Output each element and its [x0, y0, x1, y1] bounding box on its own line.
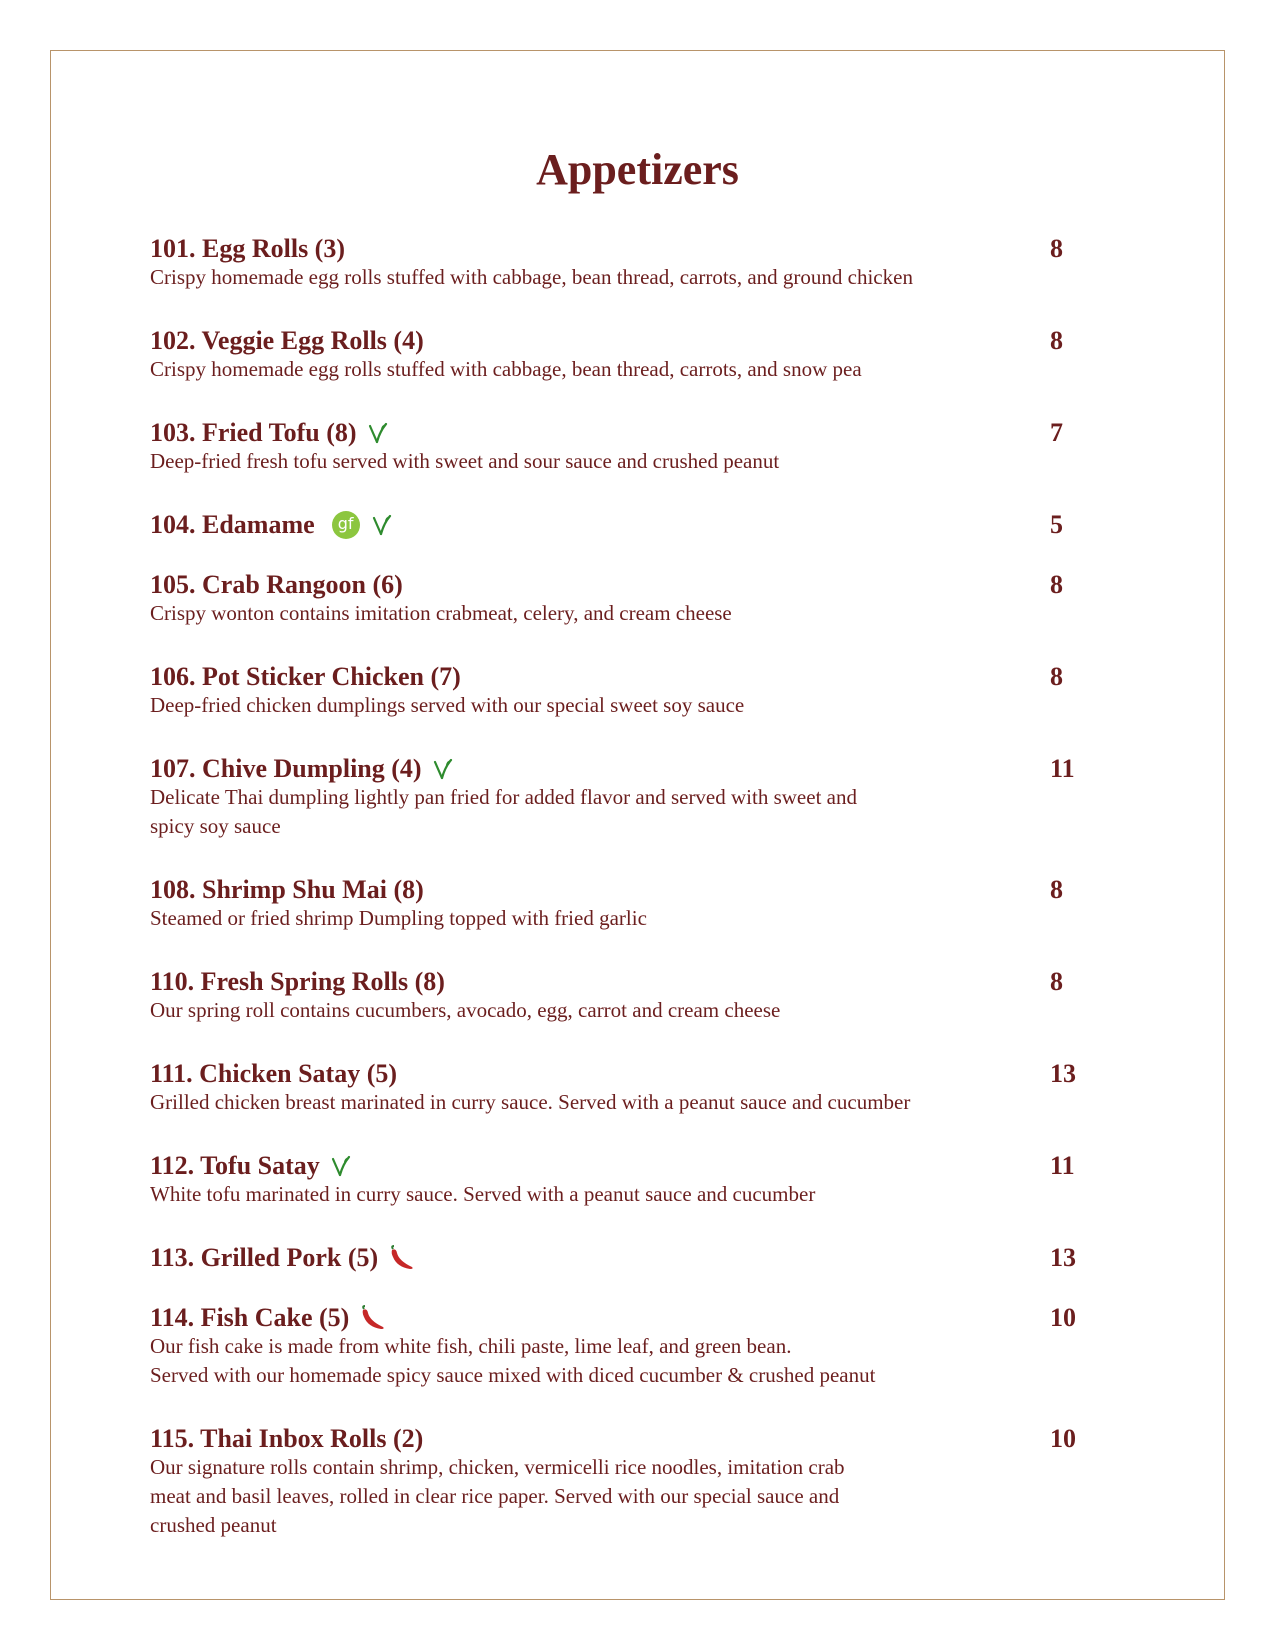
menu-item-header — [150, 660, 1080, 694]
menu-item-price: 11 — [1050, 1151, 1075, 1180]
menu-item — [150, 324, 1080, 384]
menu-item-description: Crispy wonton contains imitation crabmeat, celery, and cream cheese — [150, 601, 732, 625]
menu-item-description: Crispy homemade egg rolls stuffed with cabbage, bean thread, carrots, and ground chicken — [150, 265, 913, 289]
menu-item-description: Delicate Thai dumpling lightly pan fried for added flavor and served with sweet and spicy soy sauce — [150, 785, 857, 838]
menu-item — [150, 568, 1080, 628]
menu-item-name: 108. Shrimp Shu Mai (8) — [150, 875, 424, 904]
menu-item-description: Our signature rolls contain shrimp, chicken, vermicelli rice noodles, imitation crab meat and basil leaves, rolled in clear rice paper. Served with our special sauce and crushed peanut — [150, 1455, 845, 1537]
menu-item-name: 111. Chicken Satay (5) — [150, 1059, 398, 1088]
menu-item — [150, 660, 1080, 720]
menu-item — [150, 1149, 1080, 1209]
menu-item-price: 10 — [1050, 1424, 1076, 1453]
menu-item-name: 101. Egg Rolls (3) — [150, 234, 345, 263]
menu-item-header — [150, 1301, 1080, 1335]
vegetarian-icon — [371, 513, 393, 537]
menu-item-name: 102. Veggie Egg Rolls (4) — [150, 326, 424, 355]
vegetarian-icon — [330, 1154, 352, 1178]
menu-item-price: 8 — [1050, 570, 1063, 599]
menu-item-name: 114. Fish Cake (5) — [150, 1303, 350, 1332]
menu-item — [150, 965, 1080, 1025]
menu-item-header — [150, 324, 1080, 358]
menu-list — [150, 232, 1080, 1572]
menu-item-header — [150, 1057, 1080, 1091]
menu-item-header — [150, 1149, 1080, 1183]
page-title: Appetizers — [536, 145, 739, 194]
menu-item-header — [150, 508, 1080, 542]
menu-item — [150, 873, 1080, 933]
menu-item-price: 11 — [1050, 754, 1075, 783]
chili-pepper-icon — [388, 1245, 416, 1271]
menu-item-price: 10 — [1050, 1303, 1076, 1332]
menu-item-price: 8 — [1050, 875, 1063, 904]
menu-item-description: Our fish cake is made from white fish, chili paste, lime leaf, and green bean. Served with our homemade spicy sauce mixed with diced cucumber & crushed peanut — [150, 1334, 876, 1387]
menu-item-price: 8 — [1050, 234, 1063, 263]
menu-item — [150, 1241, 1080, 1275]
menu-item-header — [150, 873, 1080, 907]
menu-item — [150, 1422, 1080, 1540]
chili-pepper-icon — [359, 1305, 387, 1331]
menu-item-price: 5 — [1050, 510, 1063, 539]
menu-item-price: 8 — [1050, 967, 1063, 996]
menu-item-name: 112. Tofu Satay — [150, 1151, 320, 1180]
menu-item-header — [150, 752, 1080, 786]
vegetarian-icon — [432, 757, 454, 781]
menu-item-description: Our spring roll contains cucumbers, avocado, egg, carrot and cream cheese — [150, 998, 781, 1022]
menu-item — [150, 232, 1080, 292]
menu-item-description: Crispy homemade egg rolls stuffed with cabbage, bean thread, carrots, and snow pea — [150, 357, 862, 381]
menu-item-header — [150, 1241, 1080, 1275]
menu-item-description: Deep-fried fresh tofu served with sweet and sour sauce and crushed peanut — [150, 449, 780, 473]
menu-item — [150, 508, 1080, 542]
menu-item-price: 13 — [1050, 1059, 1076, 1088]
menu-item-name: 103. Fried Tofu (8) — [150, 418, 357, 447]
menu-item-header — [150, 416, 1080, 450]
menu-item-price: 8 — [1050, 662, 1063, 691]
gluten-free-icon — [331, 510, 361, 540]
vegetarian-icon — [367, 421, 389, 445]
menu-item-name: 110. Fresh Spring Rolls (8) — [150, 967, 445, 996]
menu-item-header — [150, 965, 1080, 999]
menu-item-name: 106. Pot Sticker Chicken (7) — [150, 662, 461, 691]
menu-item-name: 115. Thai Inbox Rolls (2) — [150, 1424, 424, 1453]
menu-item — [150, 416, 1080, 476]
menu-item-name: 105. Crab Rangoon (6) — [150, 570, 403, 599]
menu-item-description: Deep-fried chicken dumplings served with our special sweet soy sauce — [150, 693, 745, 717]
menu-item-price: 7 — [1050, 418, 1063, 447]
menu-item-header — [150, 568, 1080, 602]
menu-item-name: 104. Edamame — [150, 510, 315, 539]
menu-item — [150, 1057, 1080, 1117]
menu-item-header — [150, 1422, 1080, 1456]
menu-item-description: Steamed or fried shrimp Dumpling topped with fried garlic — [150, 906, 647, 930]
menu-item — [150, 1301, 1080, 1390]
menu-item-description: White tofu marinated in curry sauce. Served with a peanut sauce and cucumber — [150, 1182, 816, 1206]
menu-item-price: 8 — [1050, 326, 1063, 355]
menu-item-name: 107. Chive Dumpling (4) — [150, 754, 422, 783]
menu-item — [150, 752, 1080, 841]
menu-item-name: 113. Grilled Pork (5) — [150, 1243, 379, 1272]
menu-item-header — [150, 232, 1080, 266]
menu-item-description: Grilled chicken breast marinated in curry sauce. Served with a peanut sauce and cucumber — [150, 1090, 911, 1114]
gluten-free-label: gf — [337, 514, 354, 533]
menu-item-price: 13 — [1050, 1243, 1076, 1272]
